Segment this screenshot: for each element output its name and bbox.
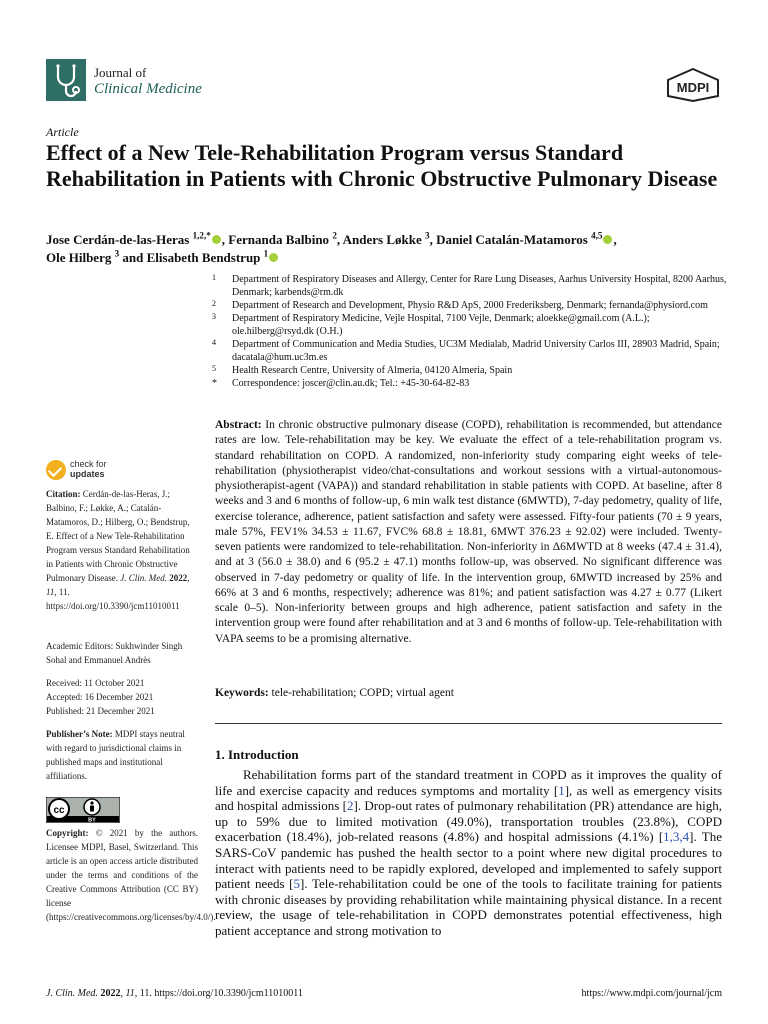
citation-doi[interactable]: , 11. https://doi.org/10.3390/jcm11010011 [46,587,180,611]
intro-paragraph [215,767,722,939]
author-name: Anders Løkke [342,232,426,247]
article-title: Effect of a New Tele-Rehabilitation Program versus Standard Rehabilitation in Patients with Chronic Obstructive Pulmonary Disease [46,140,718,191]
author-separator: , [613,232,617,247]
author-affiliation-marker: 1,2,* [192,230,211,241]
affiliation-text: Department of Respiratory Medicine, Vejle Hospital, 7100 Vejle, Denmark; aloekke@gmail.com (A.L.); ole.hilberg@rsyd.dk (O.H.) [232,313,650,337]
citation-label: Citation: [46,489,81,499]
intro-text-segment: ]. Drop-out rates of pulmonary rehabilitation (PR) attendance are high, up to 59% due to limited motivation (49.0%), transportation troubles (23.8%), COPD exacerbation (18.4%), job-related reasons (4.8%) and hospital admissions (4.1%) [ [215,798,723,845]
affiliation-marker: 5 [212,364,216,373]
affiliation-item [210,364,730,377]
journal-name [94,64,202,98]
author-affiliation-marker: 4,5 [591,230,603,241]
affiliation-item [210,377,730,390]
article-type: Article [46,125,79,139]
reference-link[interactable]: 2 [347,798,354,814]
mdpi-logo-text: MDPI [676,80,710,95]
check-updates-line1: check for [70,459,107,469]
orcid-icon[interactable] [269,253,278,262]
author-separator: , [221,232,229,247]
orcid-icon[interactable] [603,235,612,244]
copyright-notice [46,826,216,924]
check-for-updates-badge[interactable] [46,458,166,484]
publisher-note-text: MDPI stays neutral with regard to jurisdictional claims in published maps and institutional affiliations. [46,729,185,781]
journal-name-line1: Journal of [94,65,147,80]
section-heading: 1. Introduction [215,747,299,762]
intro-text-segment: ]. The SARS-CoV pandemic has pushed the health sector to a point where new digital procedures to interact with patients need to be rapidly explored, developed and implemented to safely support patient needs [ [215,829,723,892]
affiliation-marker: 1 [212,273,216,282]
journal-logo [46,59,86,101]
affiliation-text: Department of Communication and Media Studies, UC3M Medialab, Madrid University Carlos III, 28903 Madrid, Spain; dacatala@hum.uc3m.es [232,339,720,363]
abstract [215,418,722,647]
author-name: Fernanda Balbino [228,232,333,247]
reference-link[interactable]: 1,3,4 [663,829,690,845]
footer-journal: J. Clin. Med. [46,988,98,999]
affiliation-text: Department of Research and Development, Physio R&D ApS, 2000 Frederiksberg, Denmark; fernanda@physiord.com [232,300,708,311]
affiliation-item [210,273,730,299]
reference-link[interactable]: 1 [558,782,565,798]
footer-journal-url[interactable]: https://www.mdpi.com/journal/jcm [581,988,722,999]
affiliation-text: Correspondence: joscer@clin.au.dk; Tel.: +45-30-64-82-83 [232,378,470,389]
date-received: Received: 11 October 2021 [46,678,145,688]
citation-year: 2022 [169,573,188,583]
section-divider [215,723,722,724]
footer-citation: J. Clin. Med. 2022, 11, 11. https://doi.org/10.3390/jcm11010011 [46,988,303,999]
date-published: Published: 21 December 2021 [46,706,155,716]
author-separator: , [336,232,343,247]
orcid-icon[interactable] [212,235,221,244]
author-name: Ole Hilberg [46,250,115,265]
author-list [46,231,726,267]
intro-text-segment: ]. Tele-rehabilitation could be one of the tools to facilitate training for patients with chronic diseases by providing rehabilitation while maintaining physical distance. In a recent review, the usage of tele-rehabilitation in COPD demonstrates potential effectiveness, high patient acceptance and strong motivation to [215,876,722,938]
affiliation-marker: 2 [212,299,216,308]
academic-editors: Academic Editors: Sukhwinder Singh Sohal and Emmanuel Andrès [46,641,183,665]
affiliation-item [210,312,730,338]
abstract-label: Abstract: [215,419,262,431]
author-affiliation-marker: 3 [425,230,430,241]
check-icon [46,460,66,480]
publisher-note-label: Publisher’s Note: [46,729,113,739]
cc-by-license-badge[interactable] [46,797,120,823]
affiliation-text: Health Research Centre, University of Almeria, 04120 Almeria, Spain [232,365,513,376]
keywords-label: Keywords: [215,687,269,699]
copyright-label: Copyright: [46,828,89,838]
affiliation-marker: 4 [212,338,216,347]
footer-year: 2022 [100,988,121,999]
date-accepted: Accepted: 16 December 2021 [46,692,154,702]
intro-text-segment: Rehabilitation forms part of the standard treatment in COPD as it improves the quality of life and exercise capacity and reduces symptoms and mortality [ [215,767,722,798]
footer-doi[interactable]: , 11. https://doi.org/10.3390/jcm11010011 [134,988,303,999]
by-label: BY [88,817,96,823]
check-updates-line2: updates [70,469,105,479]
cc-icon: cc [53,805,65,816]
mdpi-logo [666,68,720,102]
reference-link[interactable]: 5 [293,876,301,892]
footer-volume: 11 [125,988,135,999]
intro-text-segment: ], as well as emergency visits and hospital admissions [ [215,782,723,814]
affiliation-marker: * [212,378,217,389]
author-affiliation-marker: 3 [114,248,120,259]
citation-journal: J. Clin. Med. [120,573,167,583]
citation-volume: 11 [46,587,55,597]
author-affiliation-marker: 2 [332,230,337,241]
person-icon [90,801,93,804]
author-name: Jose Cerdán-de-las-Heras [46,232,193,247]
keywords [215,686,722,701]
journal-name-line2: Clinical Medicine [94,81,202,97]
citation-text: Cerdán-de-las-Heras, J.; Balbino, F.; Løkke, A.; Catalán-Matamoros, D.; Hilberg, O.; Bendstrup, E. Effect of a New Tele-Rehabilitation Program versus Standard Rehabilitation in Patients with Chronic Obstructive Pulmonary Disease. [46,489,190,583]
author-name: Daniel Catalán-Matamoros [436,232,592,247]
copyright-text: © 2021 by the authors. Licensee MDPI, Basel, Switzerland. This article is an open access article distributed under the terms and conditions of the Creative Commons Attribution (CC BY) license (https://creativecommons.org/licenses/by/4.0/). [46,828,216,922]
abstract-text: In chronic obstructive pulmonary disease (COPD), rehabilitation is recommended, but attendance rates are low. Tele-rehabilitation may be key. We evaluate the effect of a tele-rehabilitation program vs. standard rehabilitation on COPD. A randomized, non-inferiority study comparing eight weeks of tele-rehabilitation (physiotherapist video/chat-consultations and workout sessions with a virtual-autonomous-physiotherapist-agent (VAPA)) and standard rehabilitation in stable patients with COPD. At baseline, after 8 weeks and 3 and 6 months of follow-up, 6 min walk test distance (6MWTD), 7-day pedometry, quality of life, exercise tolerance, adherence, patient satisfaction and safety were assessed. Fifty-four patients (70 ± 9 years, male 57%, FEV1% 34.53 ± 11.67, FVC% 68.8 ± 18.81, 6MWT 376.23 ± 92.02) were included. Twenty-seven patients were randomized to tele-rehabilitation. Non-inferiority in Δ6MWTD at 8 weeks (47.4 ± 31.4), and at 3 (56.0 ± 38.0) and 6 (95.2 ± 47.1) months follow-up, was observed. No significant difference was observed in 7-day pedometry or quality of life. In the intervention group, 6MWTD increased by 25% and 66% at 3 and 6 months, respectively; adherence was 81%; and patient satisfaction was 4.27 ± 0.77 (Likert scale 0–5). Non-inferiority between groups and high adherence, patient satisfaction and safety in the intervention group were found after rehabilitation and at 3 and 6 months of follow-up. Tele-rehabilitation with VAPA seems to be a promising alternative. [215,419,722,645]
author-separator: , [429,232,437,247]
affiliations [210,273,730,390]
author-name: Elisabeth Bendstrup [146,250,264,265]
author-separator: and [119,250,147,265]
author-affiliation-marker: 1 [263,248,269,259]
citation-block: Citation: Cerdán-de-las-Heras, J.; Balbino, F.; Løkke, A.; Catalán-Matamoros, D.; Hilberg, O.; Bendstrup, E. Effect of a New Tele-Rehabilitation Program versus Standard Rehabilitation in Patients with Chronic Obstructive Pulmonary Disease. J. Clin. Med. 2022, 11, 11. https://doi.org/10.3390/jcm11010011 [46,489,190,611]
affiliation-item [210,299,730,312]
publication-dates [46,676,198,718]
affiliation-text: Department of Respiratory Diseases and Allergy, Center for Rare Lung Diseases, Aarhus University Hospital, 8200 Aarhus, Denmark; karbends@rm.dk [232,274,727,298]
affiliation-marker: 3 [212,312,216,321]
affiliation-item [210,338,730,364]
publisher-note [46,727,198,783]
keywords-text: tele-rehabilitation; COPD; virtual agent [271,687,454,699]
